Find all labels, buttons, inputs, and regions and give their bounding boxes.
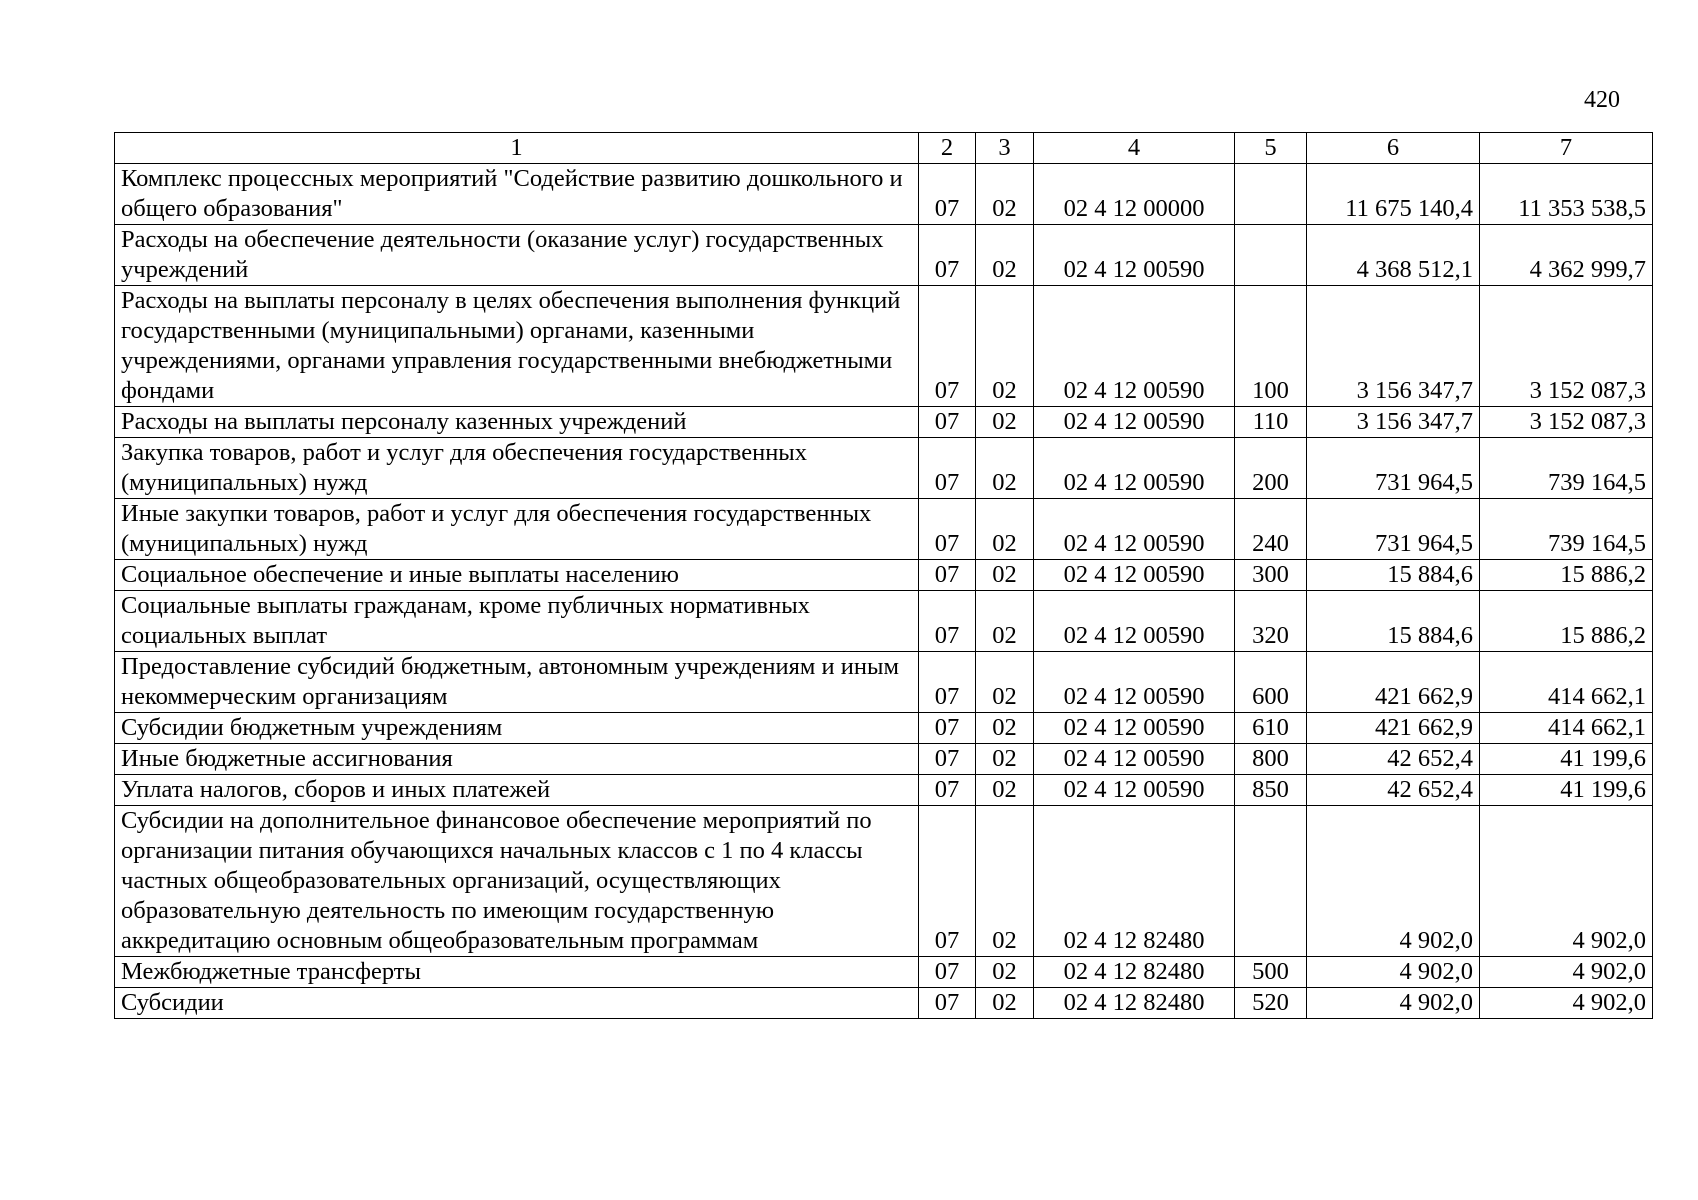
- subsection-code-cell: 02: [976, 988, 1034, 1019]
- row-name-cell: Расходы на выплаты персоналу казенных учреждений: [115, 407, 919, 438]
- section-code-cell: 07: [919, 225, 976, 286]
- table-row: [115, 775, 1653, 806]
- table-row: [115, 407, 1653, 438]
- row-name-cell: Социальное обеспечение и иные выплаты населению: [115, 560, 919, 591]
- table-row: [115, 164, 1653, 225]
- amount-col6-cell: 11 675 140,4: [1307, 164, 1480, 225]
- page-number: 420: [1584, 87, 1620, 113]
- header-cell: 6: [1307, 133, 1480, 164]
- amount-col7-cell: 3 152 087,3: [1480, 286, 1653, 407]
- expense-type-cell: 600: [1235, 652, 1307, 713]
- row-name-cell: Иные закупки товаров, работ и услуг для обеспечения государственных (муниципальных) нужд: [115, 499, 919, 560]
- expense-type-cell: 110: [1235, 407, 1307, 438]
- header-row: [115, 133, 1653, 164]
- target-article-cell: 02 4 12 00590: [1034, 499, 1235, 560]
- amount-col6-cell: 42 652,4: [1307, 744, 1480, 775]
- expense-type-cell: 520: [1235, 988, 1307, 1019]
- header-cell: 1: [115, 133, 919, 164]
- row-name-cell: Расходы на выплаты персоналу в целях обеспечения выполнения функций государственными (муниципальными) органами, казенными учреждениями, органами управления государственными внебюджетными фондами: [115, 286, 919, 407]
- subsection-code-cell: 02: [976, 225, 1034, 286]
- amount-col7-cell: 739 164,5: [1480, 499, 1653, 560]
- amount-col6-cell: 731 964,5: [1307, 438, 1480, 499]
- target-article-cell: 02 4 12 00590: [1034, 775, 1235, 806]
- row-name-cell: Субсидии: [115, 988, 919, 1019]
- section-code-cell: 07: [919, 988, 976, 1019]
- section-code-cell: 07: [919, 499, 976, 560]
- subsection-code-cell: 02: [976, 652, 1034, 713]
- amount-col6-cell: 421 662,9: [1307, 652, 1480, 713]
- section-code-cell: 07: [919, 164, 976, 225]
- subsection-code-cell: 02: [976, 499, 1034, 560]
- header-cell: 4: [1034, 133, 1235, 164]
- expense-type-cell: [1235, 164, 1307, 225]
- table-row: [115, 225, 1653, 286]
- table-row: [115, 988, 1653, 1019]
- target-article-cell: 02 4 12 82480: [1034, 988, 1235, 1019]
- expense-type-cell: 240: [1235, 499, 1307, 560]
- section-code-cell: 07: [919, 957, 976, 988]
- section-code-cell: 07: [919, 806, 976, 957]
- amount-col6-cell: 15 884,6: [1307, 591, 1480, 652]
- target-article-cell: 02 4 12 00000: [1034, 164, 1235, 225]
- target-article-cell: 02 4 12 00590: [1034, 744, 1235, 775]
- amount-col7-cell: 15 886,2: [1480, 591, 1653, 652]
- section-code-cell: 07: [919, 438, 976, 499]
- section-code-cell: 07: [919, 713, 976, 744]
- amount-col6-cell: 4 902,0: [1307, 806, 1480, 957]
- target-article-cell: 02 4 12 00590: [1034, 225, 1235, 286]
- table-row: [115, 957, 1653, 988]
- subsection-code-cell: 02: [976, 775, 1034, 806]
- table-row: [115, 806, 1653, 957]
- expense-type-cell: [1235, 806, 1307, 957]
- expense-type-cell: [1235, 225, 1307, 286]
- target-article-cell: 02 4 12 00590: [1034, 713, 1235, 744]
- header-cell: 7: [1480, 133, 1653, 164]
- amount-col7-cell: 414 662,1: [1480, 652, 1653, 713]
- amount-col6-cell: 4 368 512,1: [1307, 225, 1480, 286]
- expense-type-cell: 300: [1235, 560, 1307, 591]
- amount-col7-cell: 3 152 087,3: [1480, 407, 1653, 438]
- amount-col7-cell: 4 362 999,7: [1480, 225, 1653, 286]
- amount-col7-cell: 414 662,1: [1480, 713, 1653, 744]
- header-cell: 3: [976, 133, 1034, 164]
- table-row: [115, 652, 1653, 713]
- section-code-cell: 07: [919, 652, 976, 713]
- amount-col7-cell: 4 902,0: [1480, 806, 1653, 957]
- subsection-code-cell: 02: [976, 744, 1034, 775]
- section-code-cell: 07: [919, 744, 976, 775]
- target-article-cell: 02 4 12 00590: [1034, 407, 1235, 438]
- section-code-cell: 07: [919, 775, 976, 806]
- expense-type-cell: 850: [1235, 775, 1307, 806]
- table-row: [115, 713, 1653, 744]
- target-article-cell: 02 4 12 00590: [1034, 652, 1235, 713]
- table-row: [115, 438, 1653, 499]
- expense-type-cell: 610: [1235, 713, 1307, 744]
- budget-table: [114, 132, 1653, 1019]
- subsection-code-cell: 02: [976, 407, 1034, 438]
- target-article-cell: 02 4 12 82480: [1034, 957, 1235, 988]
- subsection-code-cell: 02: [976, 591, 1034, 652]
- amount-col7-cell: 41 199,6: [1480, 775, 1653, 806]
- amount-col7-cell: 4 902,0: [1480, 957, 1653, 988]
- section-code-cell: 07: [919, 407, 976, 438]
- amount-col7-cell: 739 164,5: [1480, 438, 1653, 499]
- amount-col7-cell: 4 902,0: [1480, 988, 1653, 1019]
- amount-col6-cell: 42 652,4: [1307, 775, 1480, 806]
- amount-col7-cell: 41 199,6: [1480, 744, 1653, 775]
- row-name-cell: Межбюджетные трансферты: [115, 957, 919, 988]
- table-row: [115, 591, 1653, 652]
- subsection-code-cell: 02: [976, 438, 1034, 499]
- expense-type-cell: 320: [1235, 591, 1307, 652]
- amount-col7-cell: 15 886,2: [1480, 560, 1653, 591]
- row-name-cell: Иные бюджетные ассигнования: [115, 744, 919, 775]
- subsection-code-cell: 02: [976, 713, 1034, 744]
- header-cell: 2: [919, 133, 976, 164]
- amount-col6-cell: 4 902,0: [1307, 988, 1480, 1019]
- header-cell: 5: [1235, 133, 1307, 164]
- expense-type-cell: 800: [1235, 744, 1307, 775]
- amount-col6-cell: 4 902,0: [1307, 957, 1480, 988]
- target-article-cell: 02 4 12 00590: [1034, 438, 1235, 499]
- subsection-code-cell: 02: [976, 560, 1034, 591]
- table-row: [115, 560, 1653, 591]
- row-name-cell: Субсидии бюджетным учреждениям: [115, 713, 919, 744]
- subsection-code-cell: 02: [976, 806, 1034, 957]
- target-article-cell: 02 4 12 00590: [1034, 591, 1235, 652]
- expense-type-cell: 200: [1235, 438, 1307, 499]
- section-code-cell: 07: [919, 286, 976, 407]
- amount-col6-cell: 3 156 347,7: [1307, 286, 1480, 407]
- amount-col6-cell: 3 156 347,7: [1307, 407, 1480, 438]
- table-row: [115, 744, 1653, 775]
- section-code-cell: 07: [919, 591, 976, 652]
- table-row: [115, 499, 1653, 560]
- row-name-cell: Субсидии на дополнительное финансовое обеспечение мероприятий по организации питания обучающихся начальных классов с 1 по 4 классы частных общеобразовательных организаций, осуществляющих образовательную деятельность по имеющим государственную аккредитацию основным общеобразовательным программам: [115, 806, 919, 957]
- row-name-cell: Расходы на обеспечение деятельности (оказание услуг) государственных учреждений: [115, 225, 919, 286]
- target-article-cell: 02 4 12 82480: [1034, 806, 1235, 957]
- target-article-cell: 02 4 12 00590: [1034, 560, 1235, 591]
- row-name-cell: Комплекс процессных мероприятий "Содействие развитию дошкольного и общего образования": [115, 164, 919, 225]
- expense-type-cell: 500: [1235, 957, 1307, 988]
- section-code-cell: 07: [919, 560, 976, 591]
- row-name-cell: Предоставление субсидий бюджетным, автономным учреждениям и иным некоммерческим организациям: [115, 652, 919, 713]
- subsection-code-cell: 02: [976, 286, 1034, 407]
- subsection-code-cell: 02: [976, 164, 1034, 225]
- target-article-cell: 02 4 12 00590: [1034, 286, 1235, 407]
- amount-col6-cell: 15 884,6: [1307, 560, 1480, 591]
- row-name-cell: Уплата налогов, сборов и иных платежей: [115, 775, 919, 806]
- amount-col6-cell: 421 662,9: [1307, 713, 1480, 744]
- row-name-cell: Закупка товаров, работ и услуг для обеспечения государственных (муниципальных) нужд: [115, 438, 919, 499]
- amount-col7-cell: 11 353 538,5: [1480, 164, 1653, 225]
- expense-type-cell: 100: [1235, 286, 1307, 407]
- row-name-cell: Социальные выплаты гражданам, кроме публичных нормативных социальных выплат: [115, 591, 919, 652]
- amount-col6-cell: 731 964,5: [1307, 499, 1480, 560]
- subsection-code-cell: 02: [976, 957, 1034, 988]
- table-row: [115, 286, 1653, 407]
